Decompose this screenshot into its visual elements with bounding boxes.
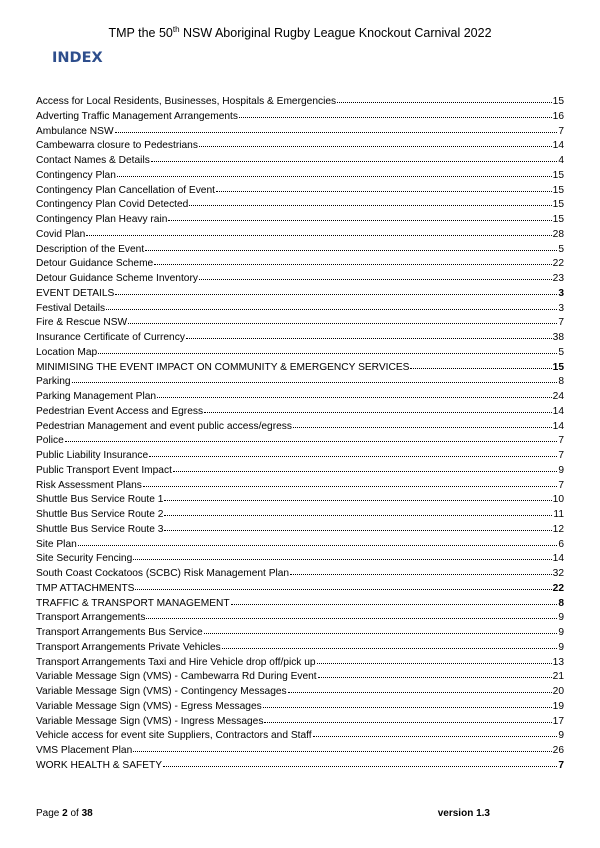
toc-entry[interactable] <box>36 227 564 242</box>
toc-entry-page: 14 <box>552 405 564 417</box>
dot-leader <box>204 624 558 634</box>
header-prefix: TMP the 50 <box>108 26 173 40</box>
toc-entry-label: Variable Message Sign (VMS) - Contingency Messages <box>36 686 287 697</box>
toc-entry[interactable] <box>36 610 564 625</box>
dot-leader <box>313 727 558 737</box>
toc-entry-label: Pedestrian Event Access and Egress <box>36 405 204 417</box>
toc-entry-page: 28 <box>552 228 564 240</box>
toc-entry-label: Police <box>36 435 64 447</box>
table-of-contents <box>36 94 564 773</box>
toc-entry[interactable] <box>36 566 564 581</box>
toc-entry-page: 26 <box>552 745 564 756</box>
toc-entry-page: 7 <box>558 125 564 137</box>
toc-entry-page: 9 <box>558 641 564 653</box>
toc-entry[interactable] <box>36 360 564 375</box>
toc-entry[interactable] <box>36 522 564 537</box>
dot-leader <box>117 167 552 177</box>
toc-entry-label: Contact Names & Details <box>36 155 150 166</box>
toc-entry[interactable] <box>36 153 564 168</box>
dot-leader <box>263 698 552 708</box>
toc-entry-page: 4 <box>558 155 564 166</box>
toc-entry-page: 16 <box>552 110 564 122</box>
page-prefix: Page <box>36 808 63 819</box>
dot-leader <box>128 314 557 324</box>
header-suffix: NSW Aboriginal Rugby League Knockout Carnival 2022 <box>179 26 492 40</box>
toc-entry-label: Ambulance NSW <box>36 125 114 137</box>
dot-leader <box>86 226 551 236</box>
dot-leader <box>317 654 552 664</box>
toc-entry-page: 15 <box>552 169 564 181</box>
dot-leader <box>106 300 557 310</box>
toc-entry[interactable] <box>36 492 564 507</box>
toc-entry-label: Insurance Certificate of Currency <box>36 332 185 343</box>
toc-entry-page: 22 <box>552 582 564 594</box>
toc-entry[interactable] <box>36 94 564 109</box>
dot-leader <box>133 742 551 752</box>
toc-entry-label: Transport Arrangements Taxi and Hire Vehicle drop off/pick up <box>36 656 316 668</box>
dot-leader <box>199 137 552 147</box>
toc-entry-label: Location Map <box>36 346 98 358</box>
toc-entry-label: WORK HEALTH & SAFETY <box>36 759 163 771</box>
toc-entry[interactable] <box>36 655 564 670</box>
toc-entry[interactable] <box>36 699 564 714</box>
toc-entry-page: 3 <box>558 302 564 314</box>
toc-entry[interactable] <box>36 404 564 419</box>
toc-entry-label: Detour Guidance Scheme Inventory <box>36 273 198 284</box>
toc-entry-page: 8 <box>558 597 564 609</box>
toc-entry-label: Vehicle access for event site Suppliers, Contractors and Staff <box>36 730 312 742</box>
dot-leader <box>115 285 557 295</box>
dot-leader <box>65 432 558 442</box>
toc-entry-page: 15 <box>552 199 564 211</box>
dot-leader <box>164 506 552 516</box>
toc-entry-page: 22 <box>552 258 564 270</box>
dot-leader <box>163 757 557 767</box>
dot-leader <box>216 182 552 192</box>
dot-leader <box>199 270 552 280</box>
toc-entry[interactable] <box>36 124 564 139</box>
toc-entry-label: Cambewarra closure to Pedestrians <box>36 140 198 152</box>
dot-leader <box>168 211 551 221</box>
dot-leader <box>133 550 551 560</box>
toc-entry-label: Adverting Traffic Management Arrangements <box>36 110 238 122</box>
dot-leader <box>149 447 557 457</box>
toc-entry[interactable] <box>36 345 564 360</box>
toc-entry-page: 14 <box>552 553 564 565</box>
dot-leader <box>151 152 558 162</box>
toc-entry-label: Shuttle Bus Service Route 2 <box>36 509 164 520</box>
version-label: version 1.3 <box>437 808 490 819</box>
page-number <box>36 808 93 819</box>
toc-entry-page: 14 <box>552 140 564 152</box>
page-footer <box>36 808 490 819</box>
toc-entry[interactable] <box>36 109 564 124</box>
dot-leader <box>145 241 557 251</box>
dot-leader <box>78 536 558 546</box>
toc-entry-page: 7 <box>558 479 564 491</box>
toc-entry[interactable] <box>36 714 564 729</box>
toc-entry-label: Transport Arrangements <box>36 612 146 624</box>
toc-entry[interactable] <box>36 138 564 153</box>
toc-entry[interactable] <box>36 330 564 345</box>
toc-entry-page: 38 <box>552 332 564 343</box>
toc-entry-label: Site Security Fencing <box>36 553 133 565</box>
toc-entry[interactable] <box>36 478 564 493</box>
dot-leader <box>318 668 552 678</box>
toc-entry-page: 9 <box>558 730 564 742</box>
dot-leader <box>135 580 551 590</box>
toc-entry[interactable] <box>36 197 564 212</box>
toc-entry[interactable] <box>36 374 564 389</box>
toc-entry-page: 7 <box>558 759 564 771</box>
toc-entry[interactable] <box>36 507 564 522</box>
toc-entry-page: 13 <box>552 656 564 668</box>
toc-entry-label: TRAFFIC & TRANSPORT MANAGEMENT <box>36 597 230 609</box>
toc-entry-label: Fire & Rescue NSW <box>36 317 128 329</box>
toc-entry-label: Covid Plan <box>36 228 86 240</box>
page-header <box>0 26 600 40</box>
toc-entry-page: 24 <box>552 391 564 402</box>
toc-entry-label: Festival Details <box>36 302 106 314</box>
toc-entry-page: 19 <box>552 700 564 712</box>
toc-entry[interactable] <box>36 433 564 448</box>
toc-entry[interactable] <box>36 242 564 257</box>
dot-leader <box>231 595 558 605</box>
dot-leader <box>143 477 557 487</box>
toc-entry-label: Pedestrian Management and event public access/egress <box>36 420 292 432</box>
toc-entry-page: 12 <box>552 523 564 535</box>
toc-entry[interactable] <box>36 271 564 286</box>
toc-entry[interactable] <box>36 551 564 566</box>
toc-entry-page: 9 <box>558 464 564 476</box>
toc-entry-label: Description of the Event <box>36 243 145 255</box>
toc-entry-page: 15 <box>552 96 564 107</box>
toc-entry[interactable] <box>36 419 564 434</box>
toc-entry-label: Contingency Plan Covid Detected <box>36 199 189 211</box>
toc-entry-page: 32 <box>552 568 564 579</box>
toc-entry[interactable] <box>36 743 564 758</box>
toc-entry[interactable] <box>36 728 564 743</box>
toc-entry[interactable] <box>36 256 564 271</box>
toc-entry-label: Contingency Plan Cancellation of Event <box>36 184 215 196</box>
toc-entry-page: 5 <box>558 243 564 255</box>
toc-entry-page: 15 <box>552 361 564 373</box>
dot-leader <box>186 329 552 339</box>
toc-entry-page: 9 <box>558 627 564 638</box>
toc-entry-page: 15 <box>552 214 564 225</box>
toc-entry-label: Public Transport Event Impact <box>36 464 172 476</box>
toc-entry-page: 9 <box>558 612 564 624</box>
toc-entry-page: 8 <box>558 376 564 388</box>
toc-entry-label: MINIMISING THE EVENT IMPACT ON COMMUNITY & EMERGENCY SERVICES <box>36 361 410 373</box>
toc-entry-label: Risk Assessment Plans <box>36 479 142 491</box>
toc-entry-label: Parking Management Plan <box>36 391 157 402</box>
toc-entry-label: VMS Placement Plan <box>36 745 133 756</box>
dot-leader <box>410 359 551 369</box>
toc-entry-label: Variable Message Sign (VMS) - Cambewarra Rd During Event <box>36 671 317 683</box>
toc-entry-label: Site Plan <box>36 538 77 550</box>
toc-entry-label: Variable Message Sign (VMS) - Egress Messages <box>36 700 262 712</box>
toc-entry-label: Shuttle Bus Service Route 1 <box>36 494 164 506</box>
dot-leader <box>189 196 551 206</box>
toc-entry[interactable] <box>36 389 564 404</box>
toc-entry-page: 7 <box>558 435 564 447</box>
toc-entry-label: Transport Arrangements Bus Service <box>36 627 203 638</box>
dot-leader <box>337 93 552 103</box>
header-superscript: th <box>172 24 180 34</box>
toc-entry[interactable] <box>36 448 564 463</box>
toc-entry-label: South Coast Cockatoos (SCBC) Risk Management Plan <box>36 568 290 579</box>
toc-entry-label: EVENT DETAILS <box>36 287 115 299</box>
toc-entry[interactable] <box>36 286 564 301</box>
toc-entry-label: Contingency Plan Heavy rain <box>36 214 168 225</box>
dot-leader <box>204 403 552 413</box>
toc-entry[interactable] <box>36 301 564 316</box>
toc-entry[interactable] <box>36 669 564 684</box>
dot-leader <box>146 609 557 619</box>
toc-entry-page: 7 <box>558 317 564 329</box>
toc-entry-label: TMP ATTACHMENTS <box>36 582 135 594</box>
page-total: 38 <box>81 808 93 819</box>
toc-entry[interactable] <box>36 625 564 640</box>
dot-leader <box>222 639 558 649</box>
toc-entry-label: Public Liability Insurance <box>36 450 149 461</box>
toc-entry-page: 6 <box>558 538 564 550</box>
dot-leader <box>164 521 551 531</box>
dot-leader <box>239 108 552 118</box>
toc-entry-page: 21 <box>552 671 564 683</box>
dot-leader <box>115 123 558 133</box>
toc-entry-label: Transport Arrangements Private Vehicles <box>36 641 221 653</box>
toc-entry[interactable] <box>36 168 564 183</box>
dot-leader <box>293 418 552 428</box>
toc-entry-label: Parking <box>36 376 71 388</box>
toc-entry-label: Shuttle Bus Service Route 3 <box>36 523 164 535</box>
toc-entry-label: Access for Local Residents, Businesses, Hospitals & Emergencies <box>36 96 337 107</box>
toc-entry-page: 17 <box>552 715 564 727</box>
toc-entry[interactable] <box>36 596 564 611</box>
toc-entry-label: Variable Message Sign (VMS) - Ingress Messages <box>36 715 264 727</box>
toc-entry-page: 3 <box>558 287 564 299</box>
toc-entry-page: 10 <box>552 494 564 506</box>
dot-leader <box>164 491 551 501</box>
toc-entry-label: Contingency Plan <box>36 169 116 181</box>
dot-leader <box>157 388 552 398</box>
dot-leader <box>72 373 558 383</box>
dot-leader <box>290 565 552 575</box>
dot-leader <box>264 713 551 723</box>
toc-entry-page: 14 <box>552 420 564 432</box>
toc-entry-label: Detour Guidance Scheme <box>36 258 154 270</box>
toc-entry[interactable] <box>36 758 564 773</box>
index-title: INDEX <box>52 50 103 66</box>
dot-leader <box>98 344 557 354</box>
toc-entry-page: 23 <box>552 273 564 284</box>
toc-entry[interactable] <box>36 463 564 478</box>
toc-entry-page: 5 <box>558 346 564 358</box>
toc-entry[interactable] <box>36 581 564 596</box>
toc-entry[interactable] <box>36 537 564 552</box>
toc-entry-page: 11 <box>553 509 564 520</box>
toc-entry-page: 15 <box>552 184 564 196</box>
page-current: 2 <box>62 808 68 819</box>
page-of: of <box>67 808 82 819</box>
toc-entry[interactable] <box>36 183 564 198</box>
toc-entry[interactable] <box>36 212 564 227</box>
toc-entry[interactable] <box>36 684 564 699</box>
toc-entry[interactable] <box>36 315 564 330</box>
dot-leader <box>288 683 552 693</box>
dot-leader <box>173 462 557 472</box>
dot-leader <box>154 255 551 265</box>
toc-entry-page: 7 <box>558 450 564 461</box>
toc-entry-page: 20 <box>552 686 564 697</box>
toc-entry[interactable] <box>36 640 564 655</box>
